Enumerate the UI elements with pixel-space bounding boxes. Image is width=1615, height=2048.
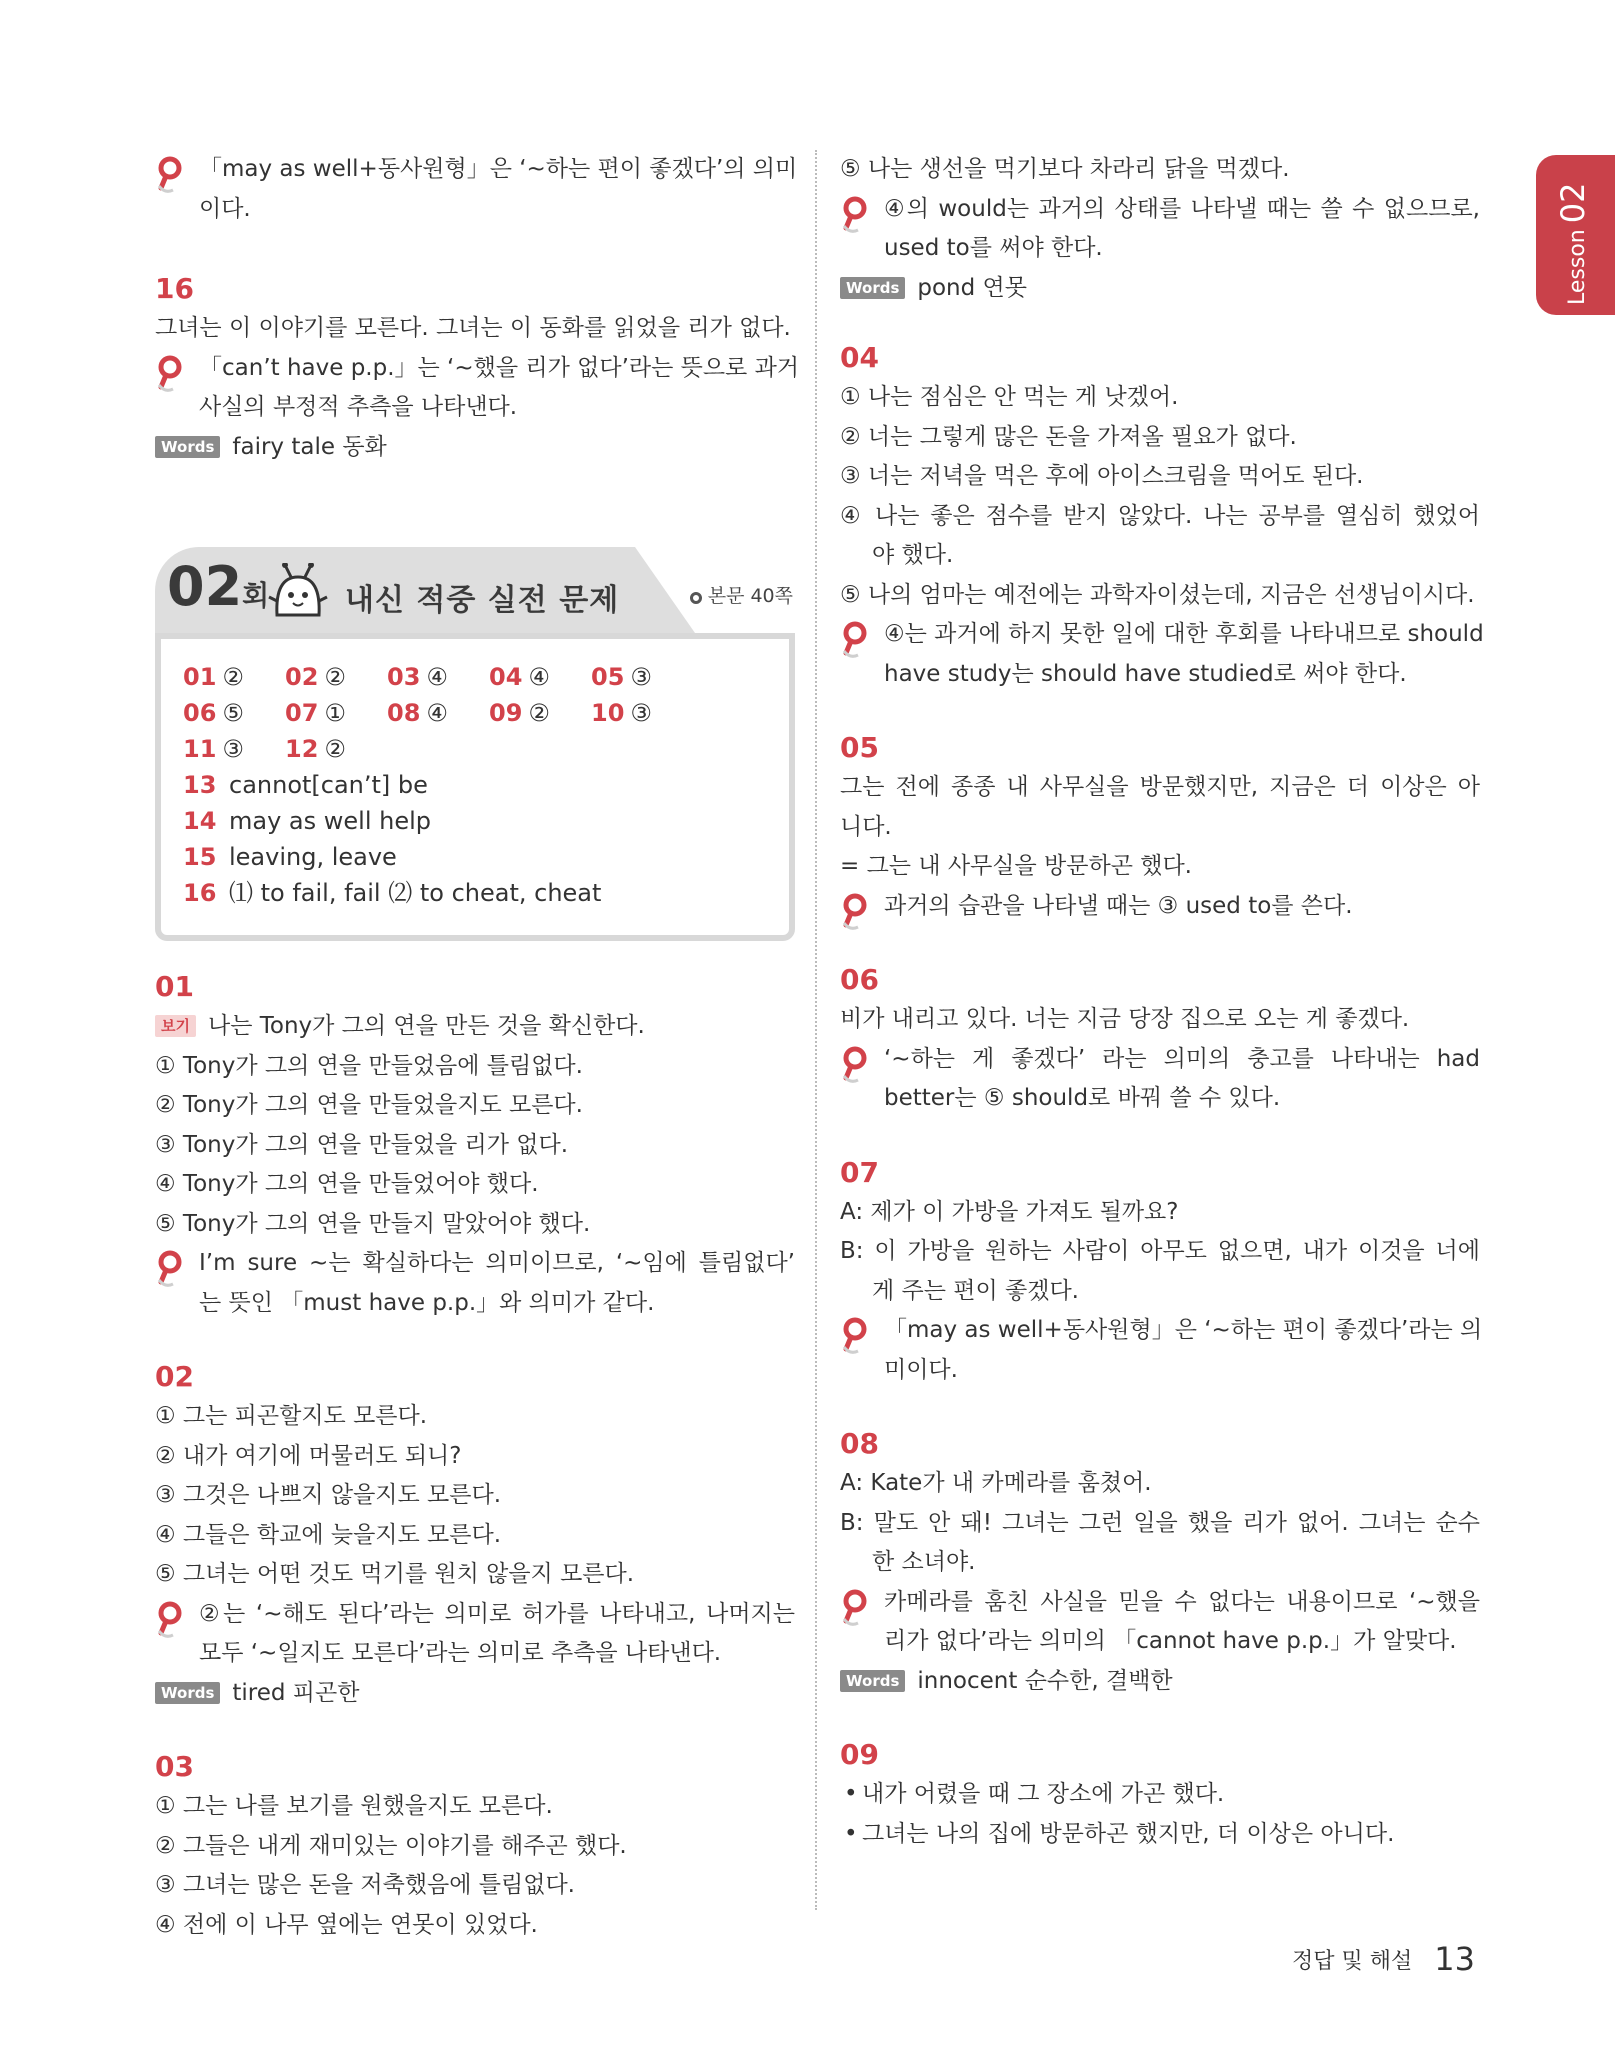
note-line: 이다. [199,195,251,222]
note-line: used to를 써야 한다. [884,235,1103,261]
mascot-icon [267,563,329,623]
question-number-07: 07 [840,1155,879,1189]
q06-note [840,1040,1480,1119]
note-line: have study는 should have studied로 써야 한다. [884,660,1407,687]
answer-grid [183,659,767,767]
note-line: 「may as well+동사원형」은 ‘~하는 편이 좋겠다’의 의미 [199,156,798,182]
magnifier-icon [842,621,872,661]
answer-box [155,633,795,941]
note-line: I’m sure ~는 확실하다는 의미이므로, ‘~임에 틀림없다’ [199,1250,795,1276]
lesson-label: Lesson [1565,229,1590,305]
q01-options [155,1047,795,1245]
bogi-badge: 보기 [155,1015,196,1037]
q08-line: 한 소녀야. [872,1549,976,1575]
option-line: ② 그들은 내게 재미있는 이야기를 해주곤 했다. [155,1832,627,1859]
q16-note [155,349,800,428]
option-line: ① 그는 나를 보기를 원했을지도 모른다. [155,1793,553,1819]
note-line: better는 ⑤ should로 바꿔 쓸 수 있다. [884,1085,1281,1111]
q09-bullet: • 내가 어렸을 때 그 장소에 가곤 했다. [844,1781,1225,1807]
page-footer [1292,1940,1475,1978]
question-number-02: 02 [155,1360,194,1393]
q05-line: 그는 전에 종종 내 사무실을 방문했지만, 지금은 더 이상은 아 [840,774,1480,800]
option-line: ④ 그들은 학교에 늦을지도 모른다. [155,1521,502,1548]
q02-options [155,1397,795,1595]
q07-line: 게 주는 편이 좋겠다. [872,1277,1079,1304]
answer-item: 05 ③ [591,663,652,691]
left-column [155,150,800,1945]
q07-line: A: 제가 이 가방을 가져도 될까요? [840,1198,1179,1225]
q04-note [840,615,1484,694]
answer-item: 04 ④ [489,663,550,691]
words-badge: Words [840,277,905,299]
answer-row: 14 may as well help [183,807,431,835]
note-line: ②는 ‘~해도 된다’라는 의미로 허가를 나타내고, 나머지는 [199,1600,795,1627]
q03-note [840,190,1480,269]
option-line: ② 내가 여기에 머물러도 되니? [155,1442,462,1469]
q08-line: A: Kate가 내 카메라를 훔쳤어. [840,1470,1152,1496]
magnifier-icon [157,1601,187,1641]
q08-note [840,1583,1480,1662]
option-line: ① Tony가 그의 연을 만들었음에 틀림없다. [155,1052,583,1079]
q07-note [840,1311,1483,1390]
circle-icon [690,592,702,604]
q05-line: = 그는 내 사무실을 방문하곤 했다. [840,853,1192,879]
q05-note [840,887,1480,927]
words-badge: Words [840,1670,905,1692]
lesson-tab[interactable] [1536,155,1615,315]
magnifier-icon [842,196,872,236]
answer-row: 16 ⑴ to fail, fail ⑵ to cheat, cheat [183,879,602,907]
question-number-04: 04 [840,341,879,374]
q01-note [155,1244,795,1323]
q03-option-5: ⑤ 나는 생선을 먹기보다 차라리 닭을 먹겠다. [840,156,1290,182]
option-line: ③ 너는 저녁을 먹은 후에 아이스크림을 먹어도 된다. [840,463,1364,489]
question-number-05: 05 [840,731,879,764]
q16-words [155,428,795,468]
q16-text: 그녀는 이 이야기를 모른다. 그녀는 이 동화를 읽었을 리가 없다. [155,315,791,341]
note-line: 는 뜻인 「must have p.p.」와 의미가 같다. [199,1289,655,1316]
option-line: ② Tony가 그의 연을 만들었을지도 모른다. [155,1092,583,1118]
option-line: ⑤ 그녀는 어떤 것도 먹기를 원치 않을지 모른다. [155,1561,635,1587]
option-line: ④ Tony가 그의 연을 만들었어야 했다. [155,1171,539,1197]
magnifier-icon [842,1317,872,1357]
q04-options [840,378,1480,615]
words-badge: Words [155,436,220,458]
answer-text-list [183,767,767,911]
quiz-title: 내신 적중 실전 문제 [345,583,620,618]
answer-item: 02 ② [285,663,346,691]
magnifier-icon [157,1250,187,1290]
question-number-01: 01 [155,970,194,1003]
note-line: 「can’t have p.p.」는 ‘~했을 리가 없다’라는 뜻으로 과거 [199,354,800,381]
q02-words: Words tired 피곤한 [155,1674,795,1714]
magnifier-icon [842,1589,872,1629]
quiz-header [155,547,795,639]
note-line: 사실의 부정적 추측을 나타낸다. [199,394,518,420]
question-number-08: 08 [840,1427,879,1460]
note-line: 「may as well+동사원형」은 ‘~하는 편이 좋겠다’라는 의 [884,1317,1483,1343]
answer-row: 13 cannot[can’t] be [183,771,428,799]
words-text: fairy tale 동화 [232,433,387,460]
option-line: ⑤ 나의 엄마는 예전에는 과학자이셨는데, 지금은 선생님이시다. [840,581,1475,608]
lesson-tab-text [1554,183,1592,305]
magnifier-icon [842,1046,872,1086]
column-divider [815,150,817,1910]
answer-item: 09 ② [489,699,550,727]
page-number: 13 [1434,1940,1475,1978]
right-column [840,150,1484,1854]
note-line: ④의 would는 과거의 상태를 나타낼 때는 쓸 수 없으므로, [884,195,1480,222]
option-line: ② 너는 그렇게 많은 돈을 가져올 필요가 없다. [840,423,1297,450]
question-number-06: 06 [840,963,879,996]
option-line: ④ 나는 좋은 점수를 받지 않았다. 나는 공부를 열심히 했었어 [840,502,1480,529]
q08-words: Words innocent 순수한, 결백한 [840,1662,1480,1702]
quiz-page-ref: 본문 40쪽 [690,581,793,608]
q01-bogi: 보기 나는 Tony가 그의 연을 만든 것을 확신한다. [155,1007,795,1047]
option-line: ③ Tony가 그의 연을 만들었을 리가 없다. [155,1131,569,1158]
note-line: 리가 없다’라는 의미의 「cannot have p.p.」가 알맞다. [884,1628,1457,1654]
note-line: 과거의 습관을 나타낼 때는 ③ used to를 쓴다. [884,892,1353,919]
answer-item: 10 ③ [591,699,652,727]
q07-line: B: 이 가방을 원하는 사람이 아무도 없으면, 내가 이것을 너에 [840,1238,1480,1264]
q06-text: 비가 내리고 있다. 너는 지금 당장 집으로 오는 게 좋겠다. [840,1006,1410,1032]
note-line: 모두 ‘~일지도 모른다’라는 의미로 추측을 나타낸다. [199,1640,722,1666]
lesson-number: 02 [1554,182,1592,224]
magnifier-icon [157,156,187,196]
option-line: ① 나는 점심은 안 먹는 게 낫겠어. [840,384,1179,410]
option-line: ④ 전에 이 나무 옆에는 연못이 있었다. [155,1911,538,1938]
words-badge: Words [155,1682,220,1704]
q09-bullet: • 그녀는 나의 집에 방문하곤 했지만, 더 이상은 아니다. [844,1820,1395,1847]
note-line: ④는 과거에 하지 못한 일에 대한 후회를 나타내므로 should [884,621,1484,647]
answer-row: 15 leaving, leave [183,843,397,871]
answer-item: 11 ③ [183,735,244,763]
note-line: ‘~하는 게 좋겠다’ 라는 의미의 충고를 나타내는 had [884,1045,1480,1072]
q05-line: 니다. [840,813,892,840]
q08-line: B: 말도 안 돼! 그녀는 그런 일을 했을 리가 없어. 그녀는 순수 [840,1509,1480,1536]
q03-options [155,1787,795,1945]
option-line: ⑤ Tony가 그의 연을 만들지 말았어야 했다. [155,1210,591,1237]
magnifier-icon [157,355,187,395]
q03-words: Words pond 연못 [840,269,1480,309]
intro-note [155,150,798,229]
option-line: ① 그는 피곤할지도 모른다. [155,1403,428,1429]
magnifier-icon [842,893,872,933]
note-line: 미이다. [884,1356,958,1383]
answer-item: 03 ④ [387,663,448,691]
answer-item: 01 ② [183,663,244,691]
answer-item: 08 ④ [387,699,448,727]
option-line: 야 했다. [872,542,954,568]
answer-item: 12 ② [285,735,346,763]
answer-item: 07 ① [285,699,346,727]
answer-item: 06 ⑤ [183,699,244,727]
note-line: 카메라를 훔친 사실을 믿을 수 없다는 내용이므로 ‘~했을 [884,1588,1480,1615]
footer-label: 정답 및 해설 [1292,1949,1413,1974]
q02-note [155,1595,795,1674]
option-line: ③ 그녀는 많은 돈을 저축했음에 틀림없다. [155,1872,575,1898]
question-number-03: 03 [155,1750,194,1783]
question-number-09: 09 [840,1738,879,1771]
quiz-number: 02회 [167,555,270,618]
question-number-16: 16 [155,272,194,305]
option-line: ③ 그것은 나쁘지 않을지도 모른다. [155,1482,502,1508]
